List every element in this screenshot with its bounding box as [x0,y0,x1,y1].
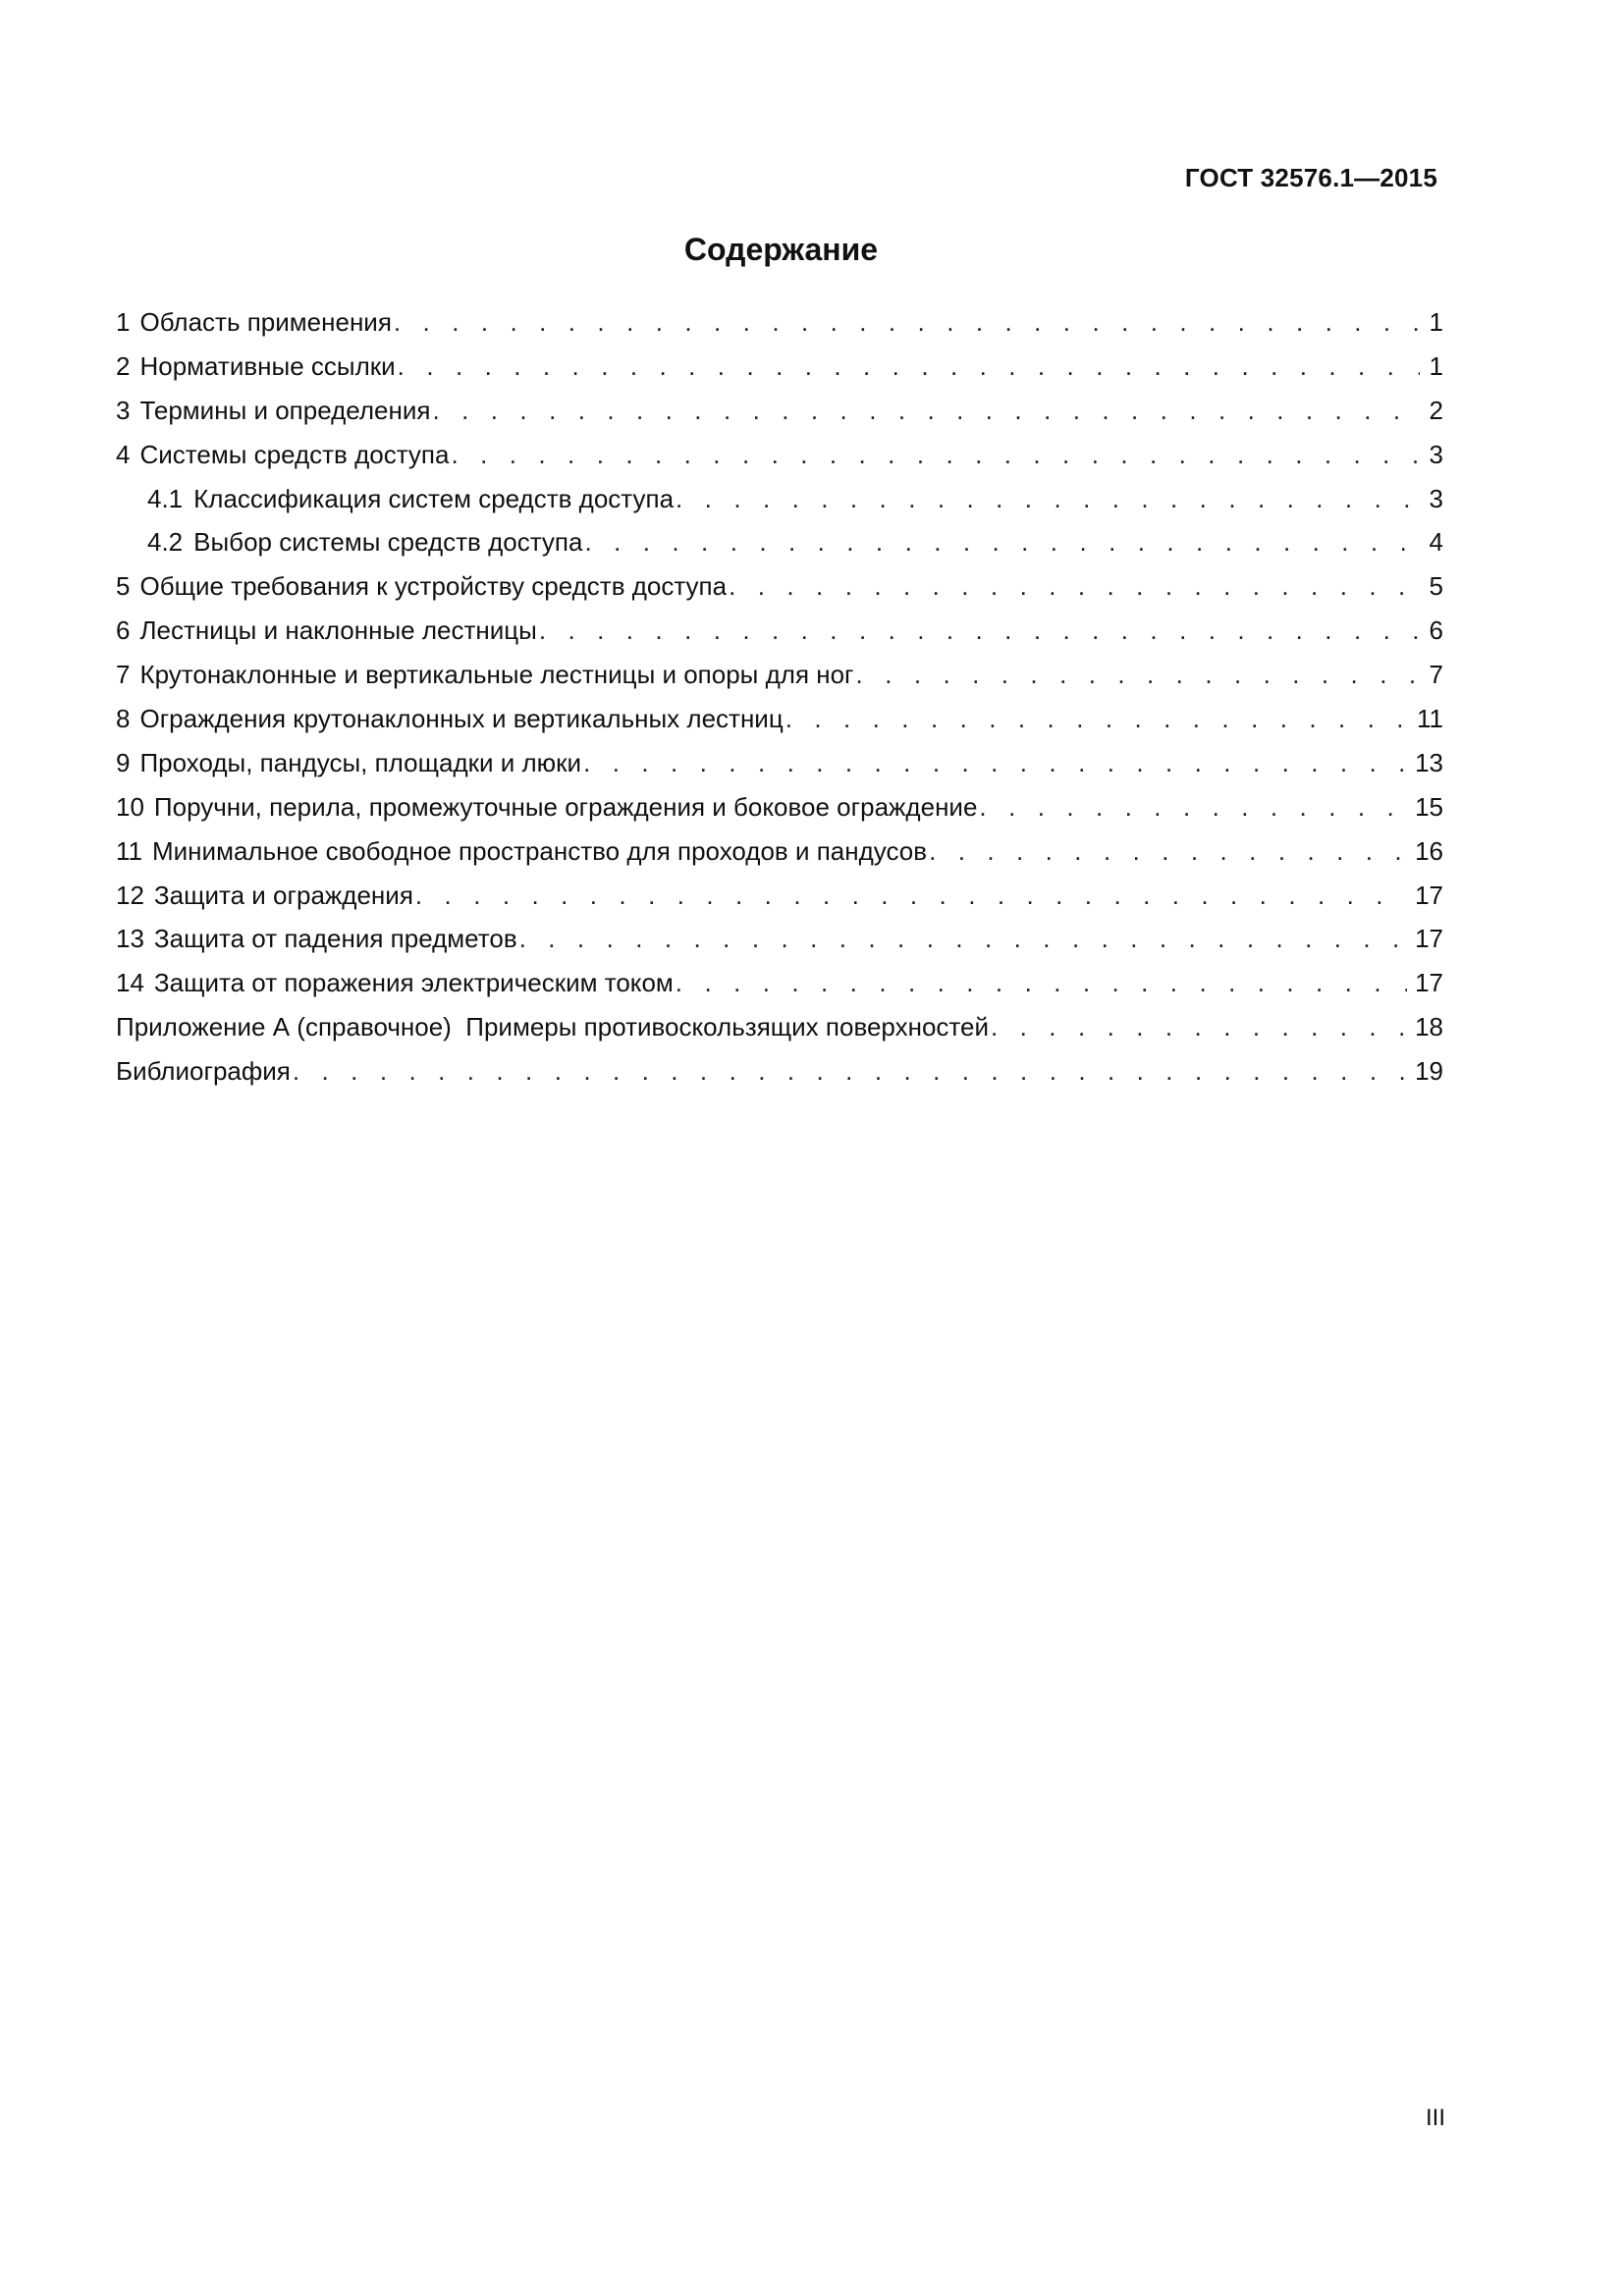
toc-entry-title: Системы средств доступа [139,439,450,469]
toc-entry-page: 11 [1417,704,1443,734]
toc-dot-leader [584,520,1420,564]
table-of-contents [116,300,1443,1094]
toc-entry-page: 3 [1429,439,1443,469]
toc-entry-number: 4.1 [147,483,184,513]
toc-entry[interactable] [116,300,1443,345]
toc-entry-page: 2 [1429,395,1443,425]
toc-entry[interactable] [116,829,1443,874]
toc-entry-label [116,653,854,697]
toc-dot-leader [979,785,1407,829]
toc-entry[interactable] [116,653,1443,697]
toc-dot-leader [415,874,1407,918]
toc-entry[interactable] [116,564,1443,609]
toc-subentry[interactable] [116,520,1443,564]
toc-entry-number: 13 [116,924,144,954]
toc-dot-leader [991,1005,1407,1049]
toc-entry-page: 13 [1415,747,1443,777]
toc-entry[interactable] [116,741,1443,785]
toc-entry-title: Ограждения крутонаклонных и вертикальных лестниц [139,704,784,734]
toc-entry-number: 4.2 [147,527,184,558]
toc-entry-page: 19 [1415,1056,1443,1087]
toc-entry-label [116,874,413,918]
toc-dot-leader [519,917,1407,961]
toc-entry[interactable] [116,917,1443,961]
toc-entry-title: Приложение А (справочное) Примеры противоскользящих поверхностей [116,1012,990,1042]
toc-entry[interactable] [116,785,1443,829]
toc-entry-title: Защита от падения предметов [153,924,517,954]
toc-entry-number: 2 [116,350,131,381]
toc-entry-title: Защита и ограждения [153,880,413,910]
toc-entry-label [116,961,674,1005]
toc-entry-label [116,741,581,785]
toc-dot-leader [676,477,1420,521]
toc-entry-title: Библиография [116,1056,291,1087]
toc-entry-number: 8 [116,704,131,734]
toc-entry-number: 4 [116,439,131,469]
toc-entry-number: 3 [116,395,131,425]
toc-entry-page: 17 [1415,924,1443,954]
toc-entry-page: 17 [1415,968,1443,998]
toc-entry-title: Область применения [139,307,392,337]
toc-entry-bibliography[interactable] [116,1049,1443,1094]
toc-entry-label [116,609,537,653]
toc-entry-page: 17 [1415,880,1443,910]
toc-entry-label [116,697,784,741]
page-number: III [1425,2105,1445,2131]
toc-entry-title: Термины и определения [139,395,431,425]
toc-subentry[interactable] [116,477,1443,521]
toc-dot-leader [539,609,1420,653]
toc-entry-page: 7 [1429,660,1443,690]
toc-entry-title: Защита от поражения электрическим током [153,968,674,998]
toc-entry-appendix[interactable] [116,1005,1443,1049]
toc-dot-leader [583,741,1407,785]
toc-dot-leader [394,300,1420,345]
toc-title: Содержание [683,232,879,267]
toc-dot-leader [856,653,1420,697]
document-code: ГОСТ 32576.1—2015 [1184,163,1437,192]
toc-entry-page: 1 [1429,307,1443,337]
toc-entry[interactable] [116,961,1443,1005]
toc-dot-leader [729,564,1420,609]
toc-entry-title: Нормативные ссылки [139,350,396,381]
toc-entry-label [116,345,396,389]
toc-dot-leader [929,829,1407,874]
toc-entry-number: 1 [116,307,131,337]
toc-entry-title: Проходы, пандусы, площадки и люки [139,747,582,777]
toc-dot-leader [785,697,1409,741]
toc-entry-page: 4 [1429,527,1443,558]
toc-entry-number: 6 [116,615,131,646]
toc-entry-label [116,829,927,874]
toc-entry[interactable] [116,609,1443,653]
toc-dot-leader [398,345,1420,389]
toc-entry-page: 6 [1429,615,1443,646]
toc-entry-number: 14 [116,968,144,998]
toc-entry-title: Крутонаклонные и вертикальные лестницы и опоры для ног [139,660,854,690]
toc-entry[interactable] [116,874,1443,918]
toc-entry-label [147,477,674,521]
toc-entry-page: 16 [1415,835,1443,866]
toc-entry-title: Классификация систем средств доступа [193,483,675,513]
toc-entry-label [116,564,727,609]
toc-entry[interactable] [116,345,1443,389]
toc-entry[interactable] [116,433,1443,477]
toc-entry-title: Минимальное свободное пространство для проходов и пандусов [152,835,928,866]
toc-entry-title: Выбор системы средств доступа [193,527,583,558]
toc-entry-number: 11 [116,835,142,866]
toc-dot-leader [676,961,1407,1005]
toc-entry-number: 7 [116,660,131,690]
toc-entry-label [116,1049,291,1094]
toc-entry-page: 3 [1429,483,1443,513]
toc-entry-number: 10 [116,791,144,822]
toc-entry-label [116,1005,989,1049]
toc-dot-leader [293,1049,1407,1094]
toc-entry-label [116,389,430,433]
toc-entry-page: 15 [1415,791,1443,822]
toc-dot-leader [432,389,1420,433]
toc-entry-title: Общие требования к устройству средств доступа [139,571,728,602]
toc-entry-number: 5 [116,571,131,602]
toc-entry-label [116,785,977,829]
toc-entry-page: 18 [1415,1012,1443,1042]
toc-entry[interactable] [116,697,1443,741]
toc-entry-page: 1 [1429,350,1443,381]
toc-entry-number: 12 [116,880,144,910]
toc-entry[interactable] [116,389,1443,433]
toc-dot-leader [451,433,1420,477]
toc-entry-number: 9 [116,747,131,777]
toc-entry-label [147,520,582,564]
toc-entry-page: 5 [1429,571,1443,602]
toc-entry-label [116,917,517,961]
toc-entry-label [116,300,392,345]
toc-entry-label [116,433,449,477]
toc-entry-title: Поручни, перила, промежуточные ограждения и боковое ограждение [153,791,978,822]
toc-entry-title: Лестницы и наклонные лестницы [139,615,537,646]
